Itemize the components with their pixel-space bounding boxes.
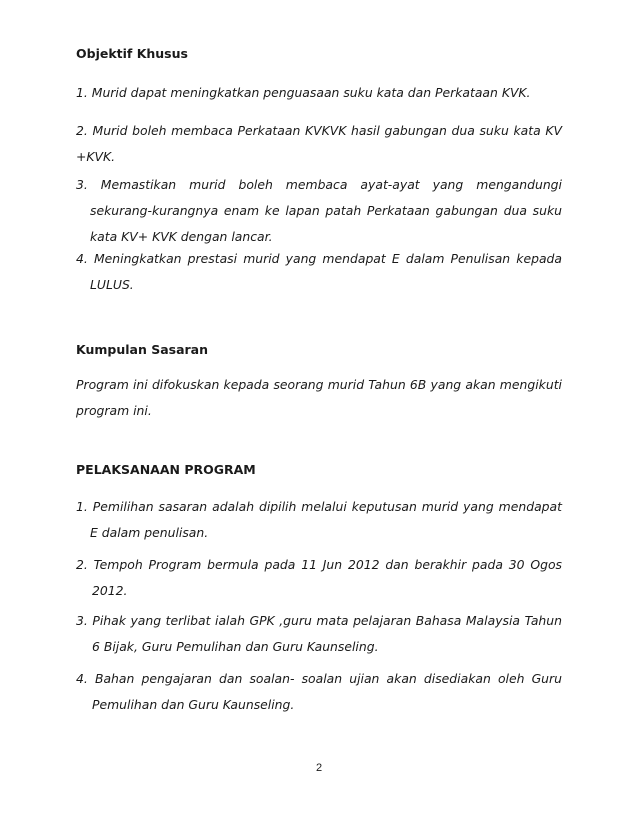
sasaran-text: Program ini difokuskan kepada seorang murid Tahun 6B yang akan mengikuti program ini. (76, 377, 562, 418)
pelaksanaan-item-3: 3. Pihak yang terlibat ialah GPK ,guru mata pelajaran Bahasa Malaysia Tahun 6 Bijak, Guru Pemulihan dan Guru Kaunseling. (76, 613, 562, 654)
pelaksanaan-item-1: 1. Pemilihan sasaran adalah dipilih melalui keputusan murid yang mendapat E dalam penulisan. (76, 499, 562, 540)
objektif-item-4: 4. Meningkatkan prestasi murid yang mendapat E dalam Penulisan kepada LULUS. (76, 251, 562, 292)
objektif-item-2: 2. Murid boleh membaca Perkataan KVKVK hasil gabungan dua suku kata KV +KVK. (76, 123, 562, 164)
heading-kumpulan-sasaran: Kumpulan Sasaran (76, 342, 209, 357)
heading-objektif-khusus: Objektif Khusus (76, 46, 188, 61)
pelaksanaan-item-4: 4. Bahan pengajaran dan soalan- soalan ujian akan disediakan oleh Guru Pemulihan dan Guru Kaunseling. (76, 671, 562, 712)
heading-pelaksanaan-program: PELAKSANAAN PROGRAM (76, 462, 256, 477)
pelaksanaan-item-2: 2. Tempoh Program bermula pada 11 Jun 2012 dan berakhir pada 30 Ogos 2012. (76, 557, 562, 598)
objektif-item-1: 1. Murid dapat meningkatkan penguasaan suku kata dan Perkataan KVK. (76, 85, 531, 100)
objektif-item-3: 3. Memastikan murid boleh membaca ayat-ayat yang mengandungi sekurang-kurangnya enam ke lapan patah Perkataan gabungan dua suku kata KV+ KVK dengan lancar. (76, 177, 562, 244)
page-number: 2 (315, 762, 323, 774)
